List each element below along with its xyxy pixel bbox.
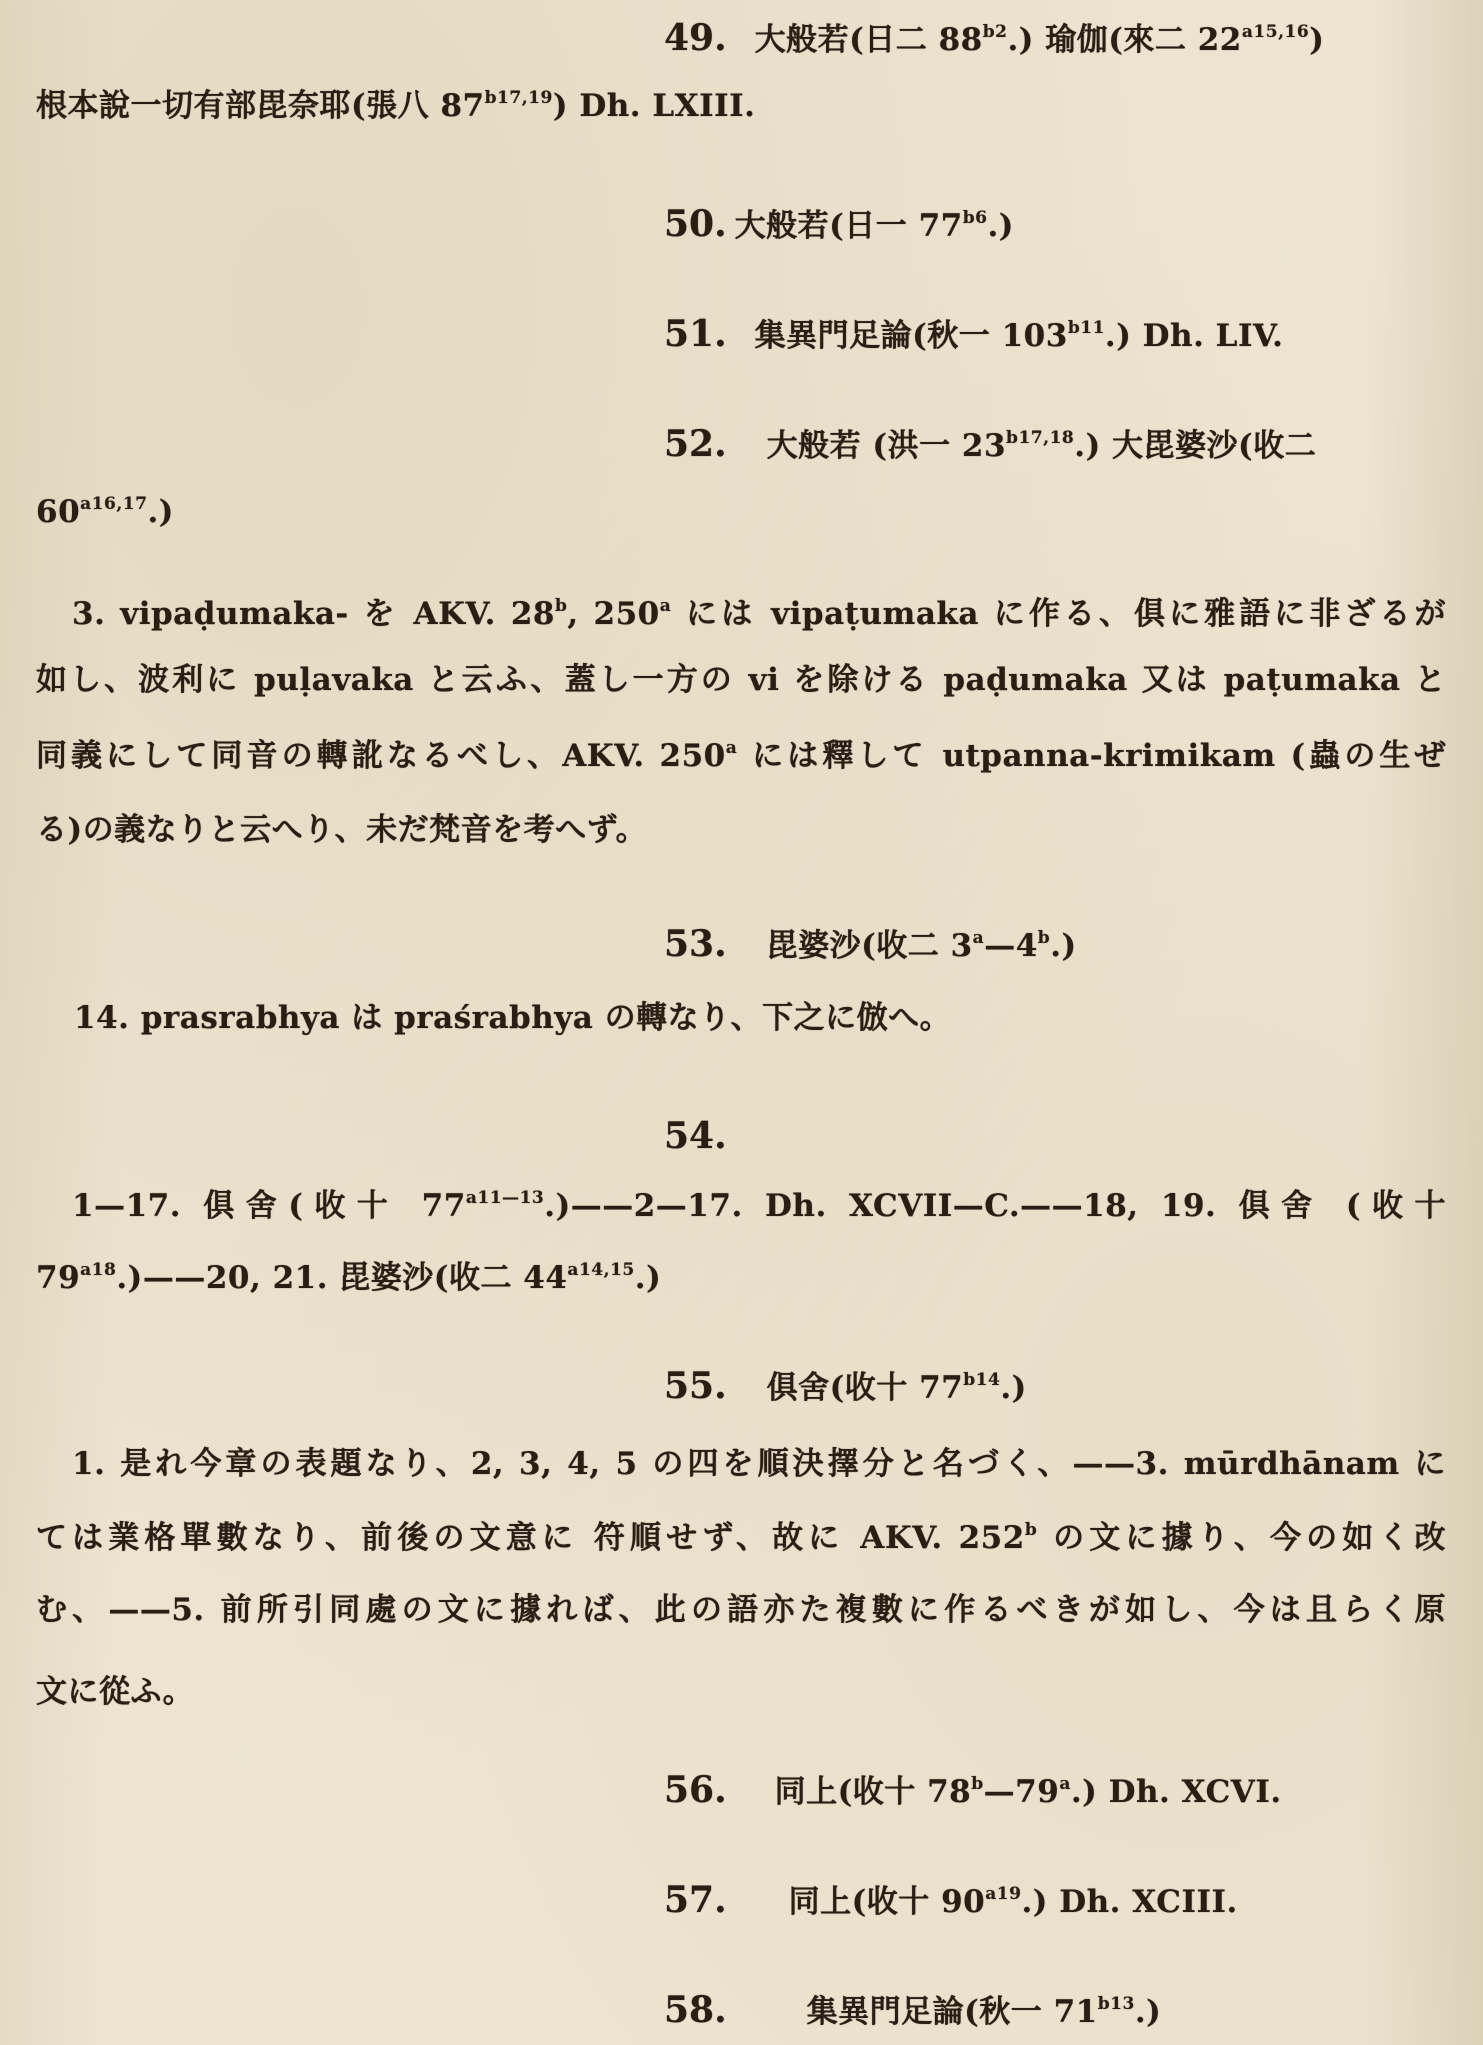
folio-superscript: b (554, 596, 568, 617)
note-text: 同義にして同音の轉訛なるべし、AKV. 250 (36, 738, 726, 774)
note-paragraph-line (72, 594, 1446, 634)
citation-text: 俱舍(收十 77 (766, 1370, 964, 1406)
note-paragraph-line: 文に從ふ。 (36, 1674, 195, 1710)
note-paragraph-line: む、——5. 前所引同處の文に據れば、此の語亦た複數に作るべきが如し、今は且らく原 (36, 1592, 1446, 1628)
citation-text: 集異門足論(秋一 103 (754, 318, 1068, 354)
folio-superscript: b (1024, 1520, 1038, 1541)
entry-52-continuation (36, 492, 174, 532)
entry-54-heading (664, 1116, 755, 1158)
note-text: 3. vipaḍumaka- を AKV. 28 (72, 596, 555, 632)
entry-number: 56. (664, 1769, 727, 1811)
citation-text: 根本說一切有部毘奈耶(張八 87 (36, 88, 485, 124)
citation-text: .) Dh. XCVI. (1070, 1774, 1282, 1810)
folio-superscript: a16,17 (80, 494, 148, 515)
note-paragraph-line (36, 1518, 1446, 1558)
folio-superscript: b (971, 1774, 984, 1795)
note-text: , 250 (567, 596, 660, 632)
entry-number: 49. (664, 17, 727, 59)
folio-superscript: a (972, 928, 985, 949)
note-paragraph-line (72, 1186, 1446, 1226)
entry-53-heading (664, 924, 1077, 966)
citation-text: ) (1309, 22, 1325, 58)
note-paragraph-line (36, 736, 1446, 776)
citation-text: .) Dh. XCIII. (1021, 1884, 1238, 1920)
note-text: 1—17. 俱舍(收十 77 (72, 1188, 466, 1224)
entry-number: 52. (664, 423, 727, 465)
note-paragraph-line: 1. 是れ今章の表題なり、2, 3, 4, 5 の四を順決擇分と名づく、——3. mūrdhānam に (72, 1446, 1446, 1482)
folio-superscript: a (1059, 1774, 1071, 1795)
folio-superscript: b17,19 (484, 88, 553, 109)
entry-number: 54. (664, 1115, 727, 1157)
folio-superscript: a19 (985, 1884, 1022, 1905)
note-paragraph-line (36, 1258, 1446, 1298)
citation-text: 同上(收十 78 (774, 1774, 972, 1810)
entry-52-heading (664, 424, 1316, 466)
citation-text: ) Dh. LXIII. (552, 88, 756, 124)
folio-superscript: b (1037, 928, 1051, 949)
note-text: には釋して utpanna-krimikam (蟲の生ぜ (737, 738, 1446, 774)
note-paragraph-line: る)の義なりと云へり、未だ梵音を考へず。 (36, 812, 648, 848)
note-text: ては業格單數なり、前後の文意に 符順せず、故に AKV. 252 (36, 1520, 1025, 1556)
citation-text: .) (1050, 928, 1077, 964)
entry-50-heading (664, 204, 1014, 246)
citation-text: .) Dh. LIV. (1104, 318, 1284, 354)
entry-number: 58. (664, 1989, 727, 2031)
note-text: の文に據り、今の如く改 (1037, 1520, 1446, 1556)
entry-number: 53. (664, 923, 727, 965)
note-text: には vipaṭumaka に作る、俱に雅語に非ざるが (671, 596, 1446, 632)
citation-text: .) 大毘婆沙(收二 (1074, 428, 1317, 464)
citation-text: —4 (984, 928, 1038, 964)
citation-text: .) (1000, 1370, 1027, 1406)
citation-text: 大般若(日二 88 (754, 22, 983, 58)
folio-superscript: a11—13 (465, 1188, 545, 1209)
citation-text: .) 瑜伽(來二 22 (1007, 22, 1242, 58)
citation-text: 大般若 (洪一 23 (766, 428, 1007, 464)
note-paragraph-line: 14. prasrabhya は praśrabhya の轉なり、下之に倣へ。 (74, 1000, 952, 1036)
citation-text: —79 (983, 1774, 1060, 1810)
folio-superscript: a14,15 (567, 1260, 635, 1281)
folio-superscript: b11 (1067, 318, 1105, 339)
folio-superscript: a (725, 738, 738, 759)
entry-56-heading (664, 1770, 1282, 1812)
citation-text: 集異門足論(秋一 71 (806, 1994, 1098, 2030)
note-text: .) (634, 1260, 662, 1296)
entry-number: 57. (664, 1879, 727, 1921)
folio-superscript: a18 (80, 1260, 117, 1281)
folio-superscript: b2 (982, 22, 1008, 43)
citation-text: 大般若(日一 77 (734, 208, 963, 244)
folio-superscript: b13 (1097, 1994, 1135, 2015)
entry-57-heading (664, 1880, 1238, 1922)
entry-51-heading (664, 314, 1283, 356)
entry-58-heading (664, 1990, 1161, 2032)
citation-text: .) (147, 494, 174, 530)
note-text: .)——20, 21. 毘婆沙(收二 44 (116, 1260, 568, 1296)
note-paragraph-line: 如し、波利に puḷavaka と云ふ、蓋し一方の vi を除ける paḍumaka 又は paṭumaka と (36, 662, 1446, 698)
folio-superscript: a (659, 596, 672, 617)
entry-49-heading (664, 18, 1324, 60)
folio-superscript: a15,16 (1241, 22, 1310, 43)
note-text: .)——2—17. Dh. XCVII—C.——18, 19. 俱舍 (收十 (544, 1188, 1446, 1224)
entry-number: 55. (664, 1365, 727, 1407)
citation-text: 同上(收十 90 (788, 1884, 986, 1920)
citation-text: 60 (36, 494, 81, 530)
entry-55-heading (664, 1366, 1027, 1408)
citation-text: .) (987, 208, 1014, 244)
entry-49-continuation (36, 86, 755, 126)
note-text: 79 (36, 1260, 81, 1296)
citation-text: .) (1134, 1994, 1162, 2030)
entry-number: 51. (664, 313, 727, 355)
folio-superscript: b17,18 (1006, 428, 1075, 449)
entry-number: 50. (664, 203, 727, 245)
folio-superscript: b14 (963, 1370, 1001, 1391)
folio-superscript: b6 (962, 208, 988, 229)
citation-text: 毘婆沙(收二 3 (766, 928, 973, 964)
